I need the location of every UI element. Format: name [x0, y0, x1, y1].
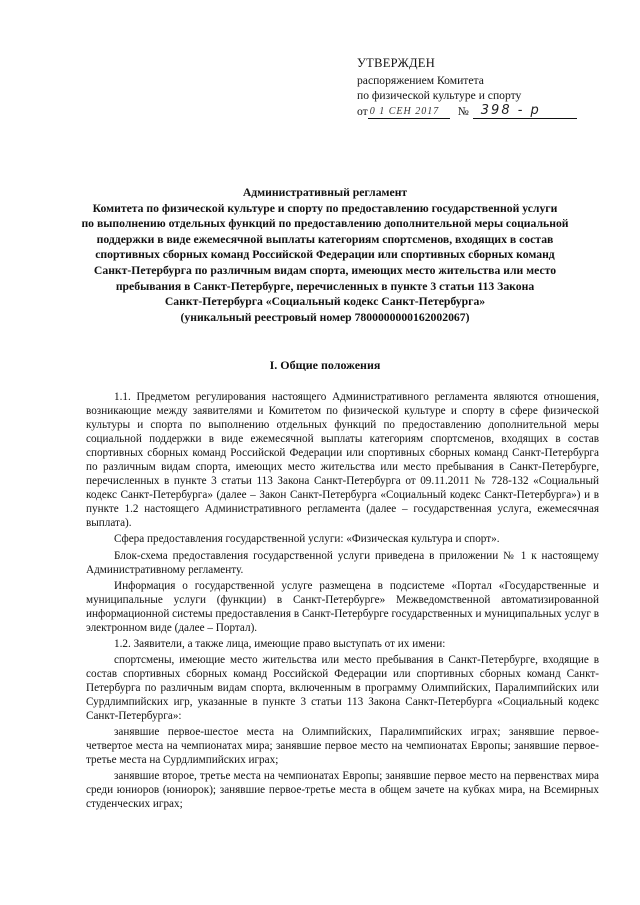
approval-stamp-block: [357, 56, 607, 119]
approval-heading: УТВЕРЖДЕН: [357, 56, 436, 70]
body-paragraph: Блок-схема предоставления государственной услуги приведена в приложении № 1 к настоящему Административному регламенту.: [86, 549, 599, 576]
body-paragraph: Сфера предоставления государственной услуги: «Физическая культура и спорт».: [114, 533, 500, 546]
title-line: Санкт-Петербурга «Социальный кодекс Санкт-Петербурга»: [164, 295, 486, 309]
title-line: Комитета по физической культуре и спорту по предоставлению государственной услуги: [92, 201, 558, 215]
title-line: спортивных сборных команд Российской Федерации или спортивных сборных команд: [95, 248, 555, 262]
approval-number: 398 - р: [473, 104, 577, 119]
section-heading: I. Общие положения: [269, 358, 381, 372]
title-line: Административный регламент: [242, 186, 408, 199]
approval-line-2: по физической культуре и спорту: [357, 89, 522, 102]
title-line: (уникальный реестровый номер 7800000000162002067): [180, 310, 470, 324]
approval-from-label: от: [357, 105, 368, 118]
document-title: [55, 185, 595, 325]
body-paragraph: 1.2. Заявители, а также лица, имеющие право выступать от их имени:: [114, 637, 446, 650]
body-paragraph: занявшие второе, третье места на чемпионатах Европы; занявшие первое место на первенствах мира среди юниоров (юниорок); занявшие первое-третье места в общем зачете на кубках мира, на Всемирных студенческих играх;: [86, 770, 599, 811]
body-paragraph: спортсмены, имеющие место жительства или место пребывания в Санкт-Петербурге, входящие в состав спортивных сборных команд Российской Федерации или спортивных сборных команд Санкт-Петербурга по различным видам спорта, включенным в программу Олимпийских, Паралимпийских или Сурдлимпийских игр, указанные в пункте 3 статьи 113 Закона Санкт-Петербурга «Социальный кодекс Санкт-Петербурга»:: [86, 653, 599, 723]
body-paragraph: Информация о государственной услуге размещена в подсистеме «Портал «Государственные и муниципальные услуги (функции) в Санкт-Петербурге» Межведомственной автоматизированной информационной системы предоставления в Санкт-Петербурге государственных и муниципальных услуг в электронном виде (далее – Портал).: [86, 579, 599, 634]
approval-date: 0 1 СЕН 2017: [368, 105, 450, 119]
body-paragraph: занявшие первое-шестое места на Олимпийских, Паралимпийских играх; занявшие первое-четвертое места на чемпионатах мира; занявшие первое место на чемпионатах Европы; занявшие первое-третье места на Сурдлимпийских играх;: [86, 726, 599, 767]
title-line: поддержки в виде ежемесячной выплаты категориям спортсменов, входящих в состав: [96, 232, 554, 246]
approval-number-label: №: [457, 105, 469, 118]
body-paragraph: 1.1. Предметом регулирования настоящего Административного регламента являются отношения, возникающие между заявителями и Комитетом по физической культуре и спорту в сфере физической культуры и спорта по выполнению отдельных функций по предоставлению дополнительной меры социальной поддержки в виде ежемесячной выплаты категориям спортсменов, входящих в состав спортивных сборных команд Российской Федерации или спортивных сборных команд Санкт-Петербурга по различным видам спорта, имеющих место жительства или место пребывания в Санкт-Петербурге, перечисленных в пункте 3 статьи 113 Закона Санкт-Петербурга от 09.11.2011 № 728-132 «Социальный кодекс Санкт-Петербурга» (далее – Закон Санкт-Петербурга «Социальный кодекс Санкт-Петербурга») и в пункте 1.2 настоящего Административного регламента (далее – государственная услуга, ежемесячная выплата).: [86, 391, 599, 530]
approval-line-1: распоряжением Комитета: [357, 74, 484, 87]
title-line: по выполнению отдельных функций по предоставлению дополнительной меры социальной: [81, 217, 569, 231]
document-body: [86, 390, 599, 813]
title-line: пребывания в Санкт-Петербурге, перечисленных в пункте 3 статьи 113 Закона: [115, 279, 535, 293]
approval-date-number-row: [357, 103, 607, 119]
title-line: Санкт-Петербурга по различным видам спорта, имеющих место жительства или место: [93, 263, 557, 277]
